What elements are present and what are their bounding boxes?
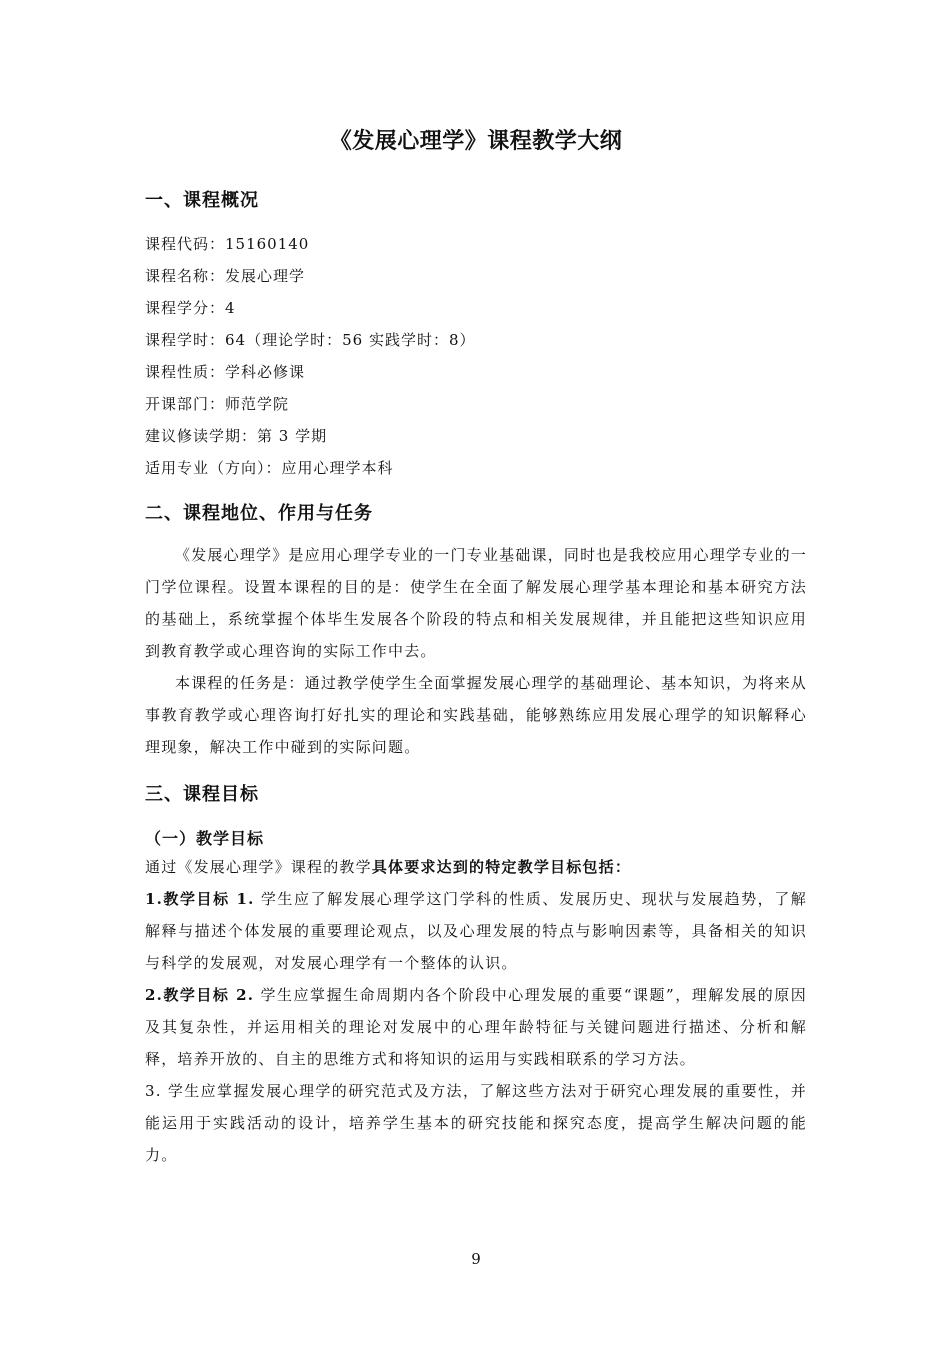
teaching-goals-subheading: （一）教学目标 <box>145 829 265 848</box>
document-title: 《发展心理学》课程教学大纲 <box>329 128 623 154</box>
course-info-item: 课程学分：4 <box>145 299 236 317</box>
section-2-paragraph-1: 《发展心理学》是应用心理学专业的一门专业基础课，同时也是我校应用心理学专业的一门学位课程。设置本课程的目的是：使学生在全面了解发展心理学基本理论和基本研究方法的基础上，系统掌握个体毕生发展各个阶段的特点和相关发展规律，并且能把这些知识应用到教育教学或心理咨询的实际工作中去。 <box>145 546 807 660</box>
course-info-item: 课程性质：学科必修课 <box>145 363 306 381</box>
goal-1 <box>145 883 807 979</box>
section-3-heading: 三、课程目标 <box>145 784 259 805</box>
course-info-item: 课程名称：发展心理学 <box>145 267 306 285</box>
goals-intro-emphasis: 具体要求达到的特定教学目标包括： <box>371 858 632 876</box>
course-info-item: 开课部门：师范学院 <box>145 395 290 413</box>
course-info-item: 建议修读学期：第 3 学期 <box>145 427 328 445</box>
goal-2-text: 学生应掌握生命周期内各个阶段中心理发展的重要“课题”，理解发展的原因及其复杂性，并运用相关的理论对发展中的心理年龄特征与关键问题进行描述、分析和解释，培养开放的、自主的思维方式和将知识的运用与实践相联系的学习方法。 <box>145 986 808 1068</box>
section-2-heading: 二、课程地位、作用与任务 <box>145 503 373 524</box>
course-info-item: 课程代码：15160140 <box>145 235 310 253</box>
section-2-paragraph-2: 本课程的任务是：通过教学使学生全面掌握发展心理学的基础理论、基本知识，为将来从事教育教学或心理咨询打好扎实的理论和实践基础，能够熟练应用发展心理学的知识解释心理现象，解决工作中碰到的实际问题。 <box>145 674 807 756</box>
goals-intro-text: 通过《发展心理学》课程的教学 <box>145 858 372 876</box>
course-info-item: 课程学时：64（理论学时：56 实践学时：8） <box>145 331 476 349</box>
goal-2-label: 2.教学目标 2. <box>145 986 255 1004</box>
goals-intro <box>145 851 807 883</box>
page-number: 9 <box>471 1250 481 1268</box>
section-1-heading: 一、课程概况 <box>145 190 259 211</box>
goal-3: 3. 学生应掌握发展心理学的研究范式及方法，了解这些方法对于研究心理发展的重要性，并能运用于实践活动的设计，培养学生基本的研究技能和探究态度，提高学生解决问题的能力。 <box>145 1082 807 1164</box>
goal-1-text: 学生应了解发展心理学这门学科的性质、发展历史、现状与发展趋势，了解解释与描述个体发展的重要理论观点，以及心理发展的特点与影响因素等，具备相关的知识与科学的发展观，对发展心理学有一个整体的认识。 <box>145 890 807 972</box>
goal-2 <box>145 979 807 1075</box>
course-info-item: 适用专业（方向）：应用心理学本科 <box>145 459 394 477</box>
goal-1-label: 1.教学目标 1. <box>145 890 255 908</box>
